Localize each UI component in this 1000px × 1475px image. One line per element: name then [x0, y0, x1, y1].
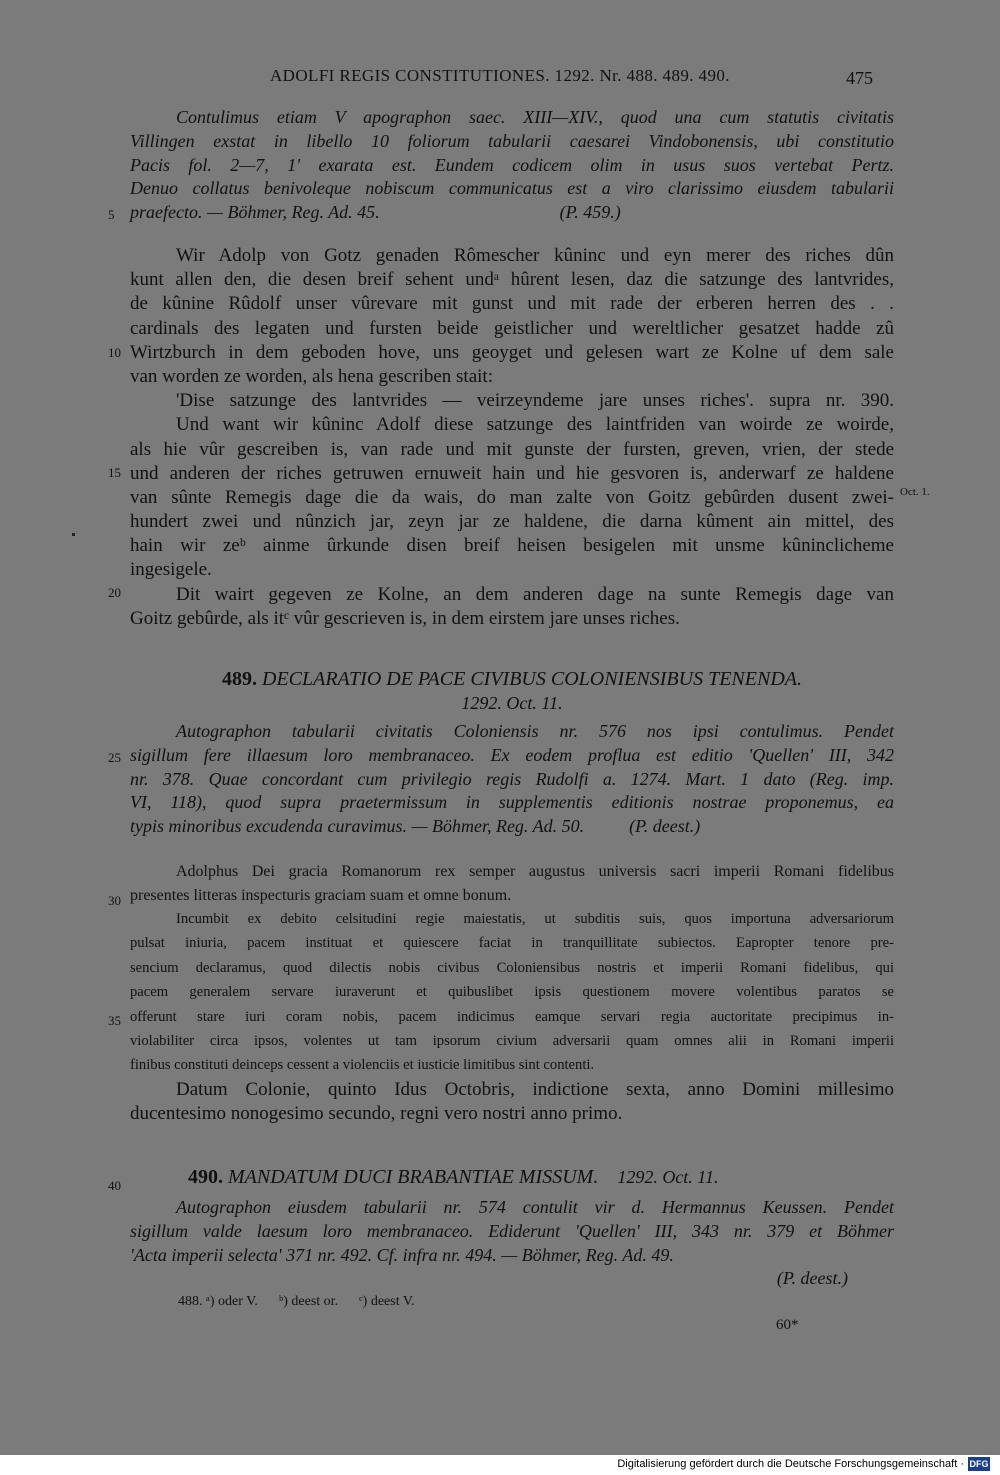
intro-line: Autographon tabularii civitatis Coloniensis nr. 576 nos ipsi contulimus. Pendet: [176, 721, 894, 741]
margin-date: Oct. 1.: [900, 486, 930, 498]
doc-title: MANDATUM DUCI BRABANTIAE MISSUM.: [228, 1166, 599, 1188]
intro-line: Pacis fol. 2—7, 1' exarata est. Eundem codicem olim in usus suos vertebat Pertz.: [130, 154, 894, 175]
signature-mark: 60*: [776, 1317, 799, 1333]
doc488-intro: [130, 106, 894, 225]
line-number: 40: [108, 1178, 121, 1193]
text-line: ducentesimo nonogesimo secundo, regni vero nostri anno primo.: [130, 1103, 623, 1125]
intro-line: VI, 118), quod supra praetermissum in supplementis editionis nostrae proponemus, ea: [130, 792, 894, 813]
intro-line: (P. deest.): [776, 1268, 848, 1289]
text-line: de kûnine Rûdolf unser vûrevare mit gunst und mit rade der erberen herren des . .: [130, 293, 894, 315]
doc-date: 1292. Oct. 11.: [617, 1167, 719, 1187]
text-line: Incumbit ex debito celsitudini regie maiestatis, ut subditis suis, quos importuna adversariorum: [176, 911, 894, 927]
funding-note: Digitalisierung gefördert durch die Deutsche Forschungsgemeinschaft ·: [617, 1458, 964, 1470]
text-line: ingesigele.: [130, 559, 212, 581]
doc489-intro: [130, 720, 894, 839]
text-line: Adolphus Dei gracia Romanorum rex semper augustus universis sacri imperii Romani fidelibus: [176, 863, 894, 880]
text-line: kunt allen den, die desen breif sehent undᵃ hûrent lesen, daz die satzunge des lantvrides,: [130, 269, 894, 291]
intro-line: Villingen exstat in libello 10 foliorum tabularii caesarei Vindobonensis, ubi constitutio: [130, 130, 894, 151]
text-line: finibus constituti deinceps cessent a violenciis et iusticie limitibus sint contenti.: [130, 1057, 595, 1074]
page-number: 475: [846, 68, 873, 88]
footnotes: 488. ᵃ) oder V. ᵇ) deest or. ᶜ) deest V.: [178, 1294, 415, 1309]
text-line: van worden ze worden, als hena gescriben stait:: [130, 365, 493, 387]
doc489-opening: [130, 860, 894, 908]
text-line: hundert zwei und nûnzich jar, zeyn jar ze haldene, die darna kûment ain mittel, des: [130, 511, 894, 533]
text-line: Datum Colonie, quinto Idus Octobris, indictione sexta, anno Domini millesimo: [176, 1079, 894, 1100]
intro-line: praefecto. — Böhmer, Reg. Ad. 45. (P. 459.): [130, 202, 621, 223]
dfg-logo: DFG: [969, 1459, 989, 1469]
text-line: sencium declaramus, quod dilectis nobis civibus Coloniensibus nostris et imperii Romani fidelibus, qui: [130, 959, 894, 976]
line-number: 30: [108, 893, 121, 908]
text-line: cardinals des legaten und fursten beide geistlicher und wereltlicher gesatzet hadde zû: [130, 317, 894, 339]
text-line: Wirtzburch in dem geboden hove, uns geoyget und gelesen wart ze Kolne uf dem sale: [130, 341, 894, 363]
text-line: als hie vûr gescreiben is, van rade und mit gunste der fursten, greven, vrien, der stede: [130, 438, 894, 460]
doc488-body: [130, 244, 894, 631]
doc489-text: [130, 907, 894, 1078]
line-number: 5: [108, 207, 115, 222]
doc490-intro: [130, 1196, 894, 1291]
line-number: 20: [108, 585, 121, 600]
footer-bar: [0, 1455, 1000, 1475]
intro-line: Autographon eiusdem tabularii nr. 574 contulit vir d. Hermannus Keussen. Pendet: [176, 1197, 894, 1217]
intro-line: Contulimus etiam V apographon saec. XIII—XIV., quod una cum statutis civitatis: [176, 107, 894, 127]
running-title: ADOLFI REGIS CONSTITUTIONES. 1292. Nr. 488. 489. 490.: [270, 66, 730, 85]
text-line: Wir Adolp von Gotz genaden Rômescher kûninc und eyn merer des riches dûn: [176, 245, 894, 266]
text-line: 'Dise satzunge des lantvrides — veirzeyndeme jare unses riches'. supra nr. 390.: [176, 390, 894, 412]
margin-mark: [72, 533, 75, 536]
line-number: 25: [108, 750, 121, 765]
text-line: und anderen der riches getruwen ernuweit hain und hie gesvoren is, anderwarf ze haldene: [130, 462, 894, 484]
doc-title: DECLARATIO DE PACE CIVIBUS COLONIENSIBUS TENENDA.: [262, 668, 802, 690]
text-line: pulsat iniuria, pacem instituat et quiescere faciat in tranquillitate subiectos. Eapropter tenore pre-: [130, 935, 894, 952]
line-number: 10: [108, 345, 121, 360]
text-line: offerunt stare iuri coram nobis, pacem indicimus eamque servari regia auctoritate precipimus in-: [130, 1008, 894, 1025]
text-line: Und want wir kûninc Adolf diese satzunge des laintfriden van woirde ze woirde,: [176, 414, 894, 436]
text-line: van sûnte Remegis dage die da wais, do man zalte von Goitz gebûrden dusent zwei-: [130, 486, 894, 508]
text-line: Goitz gebûrde, als itᶜ vûr gescrieven is, in dem eirstem jare unses riches.: [130, 607, 680, 629]
text-line: hain wir zeᵇ ainme ûrkunde disen breif heisen besigelen mit unsme kûninclicheme: [130, 535, 894, 557]
doc490-heading: [188, 1166, 718, 1189]
doc489-date: 1292. Oct. 11.: [461, 693, 563, 713]
doc489-datum: [130, 1078, 894, 1126]
text-line: violabiliter circa ipsos, volentes ut tam ipsorum civium adversarii quam omnes alii in Romani imperii: [130, 1032, 894, 1049]
intro-line: nr. 378. Quae concordant cum privilegio regis Rudolfi a. 1274. Mart. 1 dato (Reg. imp.: [130, 768, 894, 789]
text-line: Dit wairt gegeven ze Kolne, an dem anderen dage na sunte Remegis dage van: [176, 583, 894, 605]
doc-number: 490.: [188, 1166, 223, 1188]
doc-number: 489.: [222, 668, 257, 690]
intro-line: sigillum valde laesum loro membranaceo. Ediderunt 'Quellen' III, 343 nr. 379 et Böhmer: [130, 1220, 894, 1241]
intro-line: sigillum fere illaesum loro membranaceo. Ex eodem proflua est editio 'Quellen' III, 342: [130, 744, 894, 765]
doc489-heading: [130, 668, 894, 691]
intro-line: Denuo collatus benivoleque nobiscum communicatus est a viro clarissimo eiusdem tabularii: [130, 178, 894, 199]
intro-line: typis minoribus excudenda curavimus. — Böhmer, Reg. Ad. 50. (P. deest.): [130, 816, 701, 837]
text-line: presentes litteras inspecturis graciam suam et omne bonum.: [130, 887, 512, 905]
line-number: 15: [108, 465, 121, 480]
text-line: pacem generalem servare iuraverunt et quibuslibet ipsis questionem movere volentibus paratos se: [130, 984, 894, 1001]
intro-line: 'Acta imperii selecta' 371 nr. 492. Cf. infra nr. 494. — Böhmer, Reg. Ad. 49.: [130, 1244, 674, 1265]
line-number: 35: [108, 1013, 121, 1028]
